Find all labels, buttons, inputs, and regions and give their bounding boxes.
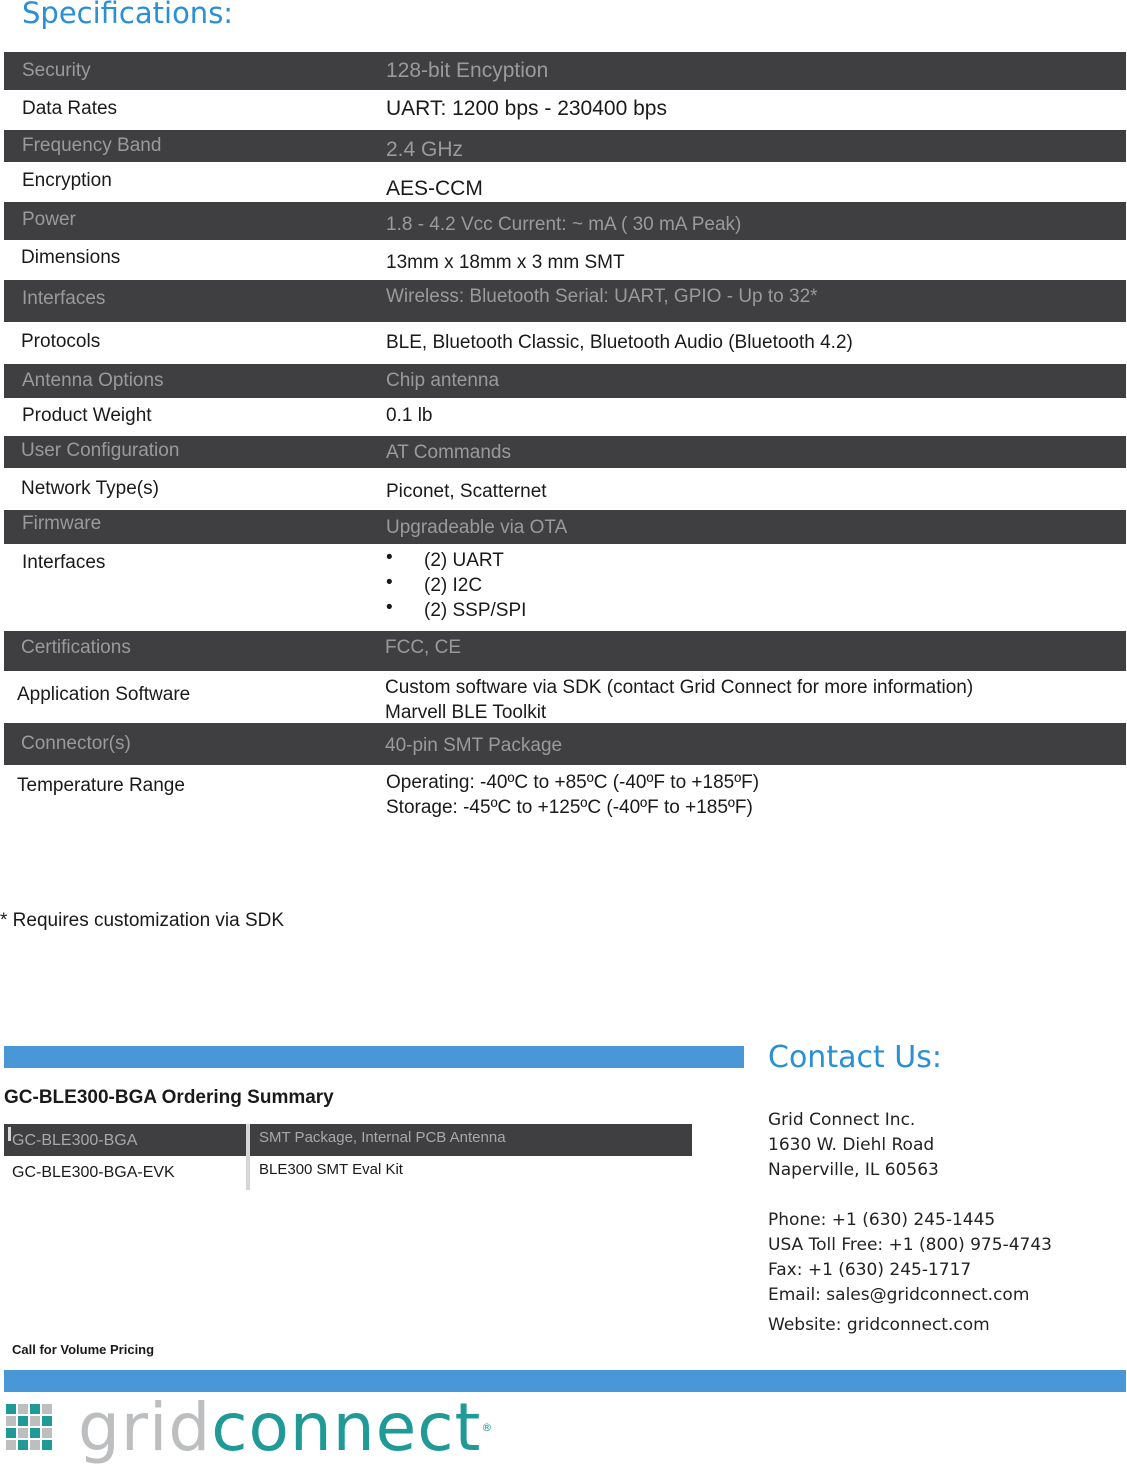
spec-label: Product Weight: [22, 405, 152, 426]
spec-value: 128-bit Encyption: [386, 59, 549, 82]
ordering-header-bar: [4, 1046, 744, 1068]
spec-value: 0.1 lb: [386, 405, 433, 426]
spec-row-network-types: [4, 468, 1126, 510]
spec-value: Piconet, Scatternet: [386, 481, 547, 502]
spec-value: 13mm x 18mm x 3 mm SMT: [386, 252, 625, 273]
spec-row-security: [4, 52, 1126, 90]
spec-label: Temperature Range: [17, 775, 185, 796]
contact-phone: Phone: +1 (630) 245-1445: [768, 1210, 996, 1230]
spec-value-line: Storage: -45ºC to +125ºC (-40ºF to +185ºF): [386, 797, 753, 818]
part-description: BLE300 SMT Eval Kit: [259, 1161, 403, 1178]
part-number: GC-BLE300-BGA-EVK: [12, 1164, 175, 1181]
spec-value: 2.4 GHz: [386, 138, 464, 161]
table-row: [4, 1156, 692, 1188]
spec-label: Application Software: [17, 684, 191, 705]
spec-value: AES-CCM: [386, 177, 483, 200]
spec-value: [385, 675, 973, 725]
spec-label: Power: [22, 209, 76, 230]
spec-row-frequency-band: [4, 130, 1126, 162]
gridconnect-wordmark: [78, 1388, 493, 1468]
contact-website[interactable]: Website: gridconnect.com: [768, 1315, 990, 1335]
part-description: SMT Package, Internal PCB Antenna: [259, 1129, 506, 1146]
spec-row-firmware: [4, 510, 1126, 544]
spec-row-connectors: [4, 723, 1126, 765]
spec-row-application-software: [4, 671, 1126, 723]
spec-value-line: Operating: -40ºC to +85ºC (-40ºF to +185ºF): [386, 772, 760, 793]
spec-value-line: Custom software via SDK (contact Grid Connect for more information): [385, 677, 974, 698]
spec-value: UART: 1200 bps - 230400 bps: [386, 97, 667, 120]
spec-label: Certifications: [21, 637, 131, 658]
spec-row-power: [4, 202, 1126, 240]
spec-label: Network Type(s): [21, 478, 159, 499]
spec-bullet-list: [386, 548, 526, 623]
page-title: Specifications:: [22, 0, 234, 30]
spec-value: Wireless: Bluetooth Serial: UART, GPIO - Up to 32*: [386, 286, 818, 307]
spec-label: User Configuration: [21, 440, 180, 461]
spec-label: Antenna Options: [22, 370, 164, 391]
row-marker: [8, 1127, 11, 1141]
spec-value: 1.8 - 4.2 Vcc Current: ~ mA ( 30 mA Peak): [386, 214, 742, 235]
spec-label: Firmware: [22, 513, 102, 534]
registered-mark: ®: [481, 1421, 494, 1434]
wordmark-grid: grid: [78, 1389, 212, 1466]
spec-value: FCC, CE: [385, 637, 461, 658]
contact-address-line2: Naperville, IL 60563: [768, 1160, 939, 1180]
spec-value: Upgradeable via OTA: [386, 517, 568, 538]
spec-label: Data Rates: [22, 98, 118, 119]
spec-value: [386, 770, 759, 820]
part-number: GC-BLE300-BGA: [12, 1132, 138, 1149]
spec-label: Encryption: [22, 170, 112, 191]
contact-title: Contact Us:: [768, 1040, 942, 1075]
contact-toll-free: USA Toll Free: +1 (800) 975-4743: [768, 1235, 1052, 1255]
gridconnect-logo-icon: [4, 1402, 64, 1462]
spec-label: Interfaces: [22, 288, 106, 309]
spec-row-interfaces-wireless: [4, 280, 1126, 322]
spec-label: Interfaces: [22, 552, 106, 573]
spec-row-dimensions: [4, 240, 1126, 280]
spec-label: Protocols: [21, 331, 101, 352]
spec-row-data-rates: [4, 90, 1126, 130]
column-divider: [246, 1124, 250, 1190]
contact-address-line1: 1630 W. Diehl Road: [768, 1135, 935, 1155]
contact-fax: Fax: +1 (630) 245-1717: [768, 1260, 972, 1280]
spec-label: Connector(s): [21, 733, 131, 754]
footnote: * Requires customization via SDK: [0, 910, 285, 931]
list-item: • (2) I2C: [386, 573, 526, 598]
wordmark-connect: connect: [211, 1389, 482, 1466]
spec-value: BLE, Bluetooth Classic, Bluetooth Audio (Bluetooth 4.2): [386, 332, 853, 353]
spec-label: Security: [22, 60, 91, 81]
spec-value: 40-pin SMT Package: [385, 735, 563, 756]
spec-value-line: Marvell BLE Toolkit: [385, 702, 547, 723]
spec-row-interfaces-list: [4, 544, 1126, 631]
table-row: [4, 1124, 692, 1156]
list-item: • (2) UART: [386, 548, 526, 573]
spec-label: Dimensions: [21, 247, 121, 268]
spec-value: Chip antenna: [386, 370, 500, 391]
ordering-title: GC-BLE300-BGA Ordering Summary: [4, 1087, 334, 1108]
contact-email[interactable]: Email: sales@gridconnect.com: [768, 1285, 1030, 1305]
spec-row-product-weight: [4, 398, 1126, 436]
contact-company: Grid Connect Inc.: [768, 1110, 916, 1130]
spec-value: AT Commands: [386, 442, 511, 463]
spec-row-encryption: [4, 162, 1126, 202]
spec-label: Frequency Band: [22, 135, 162, 156]
spec-row-certifications: [4, 631, 1126, 671]
spec-row-temperature-range: [4, 765, 1126, 827]
spec-row-antenna-options: [4, 364, 1126, 398]
spec-row-user-configuration: [4, 436, 1126, 468]
list-item: • (2) SSP/SPI: [386, 598, 526, 623]
spec-row-protocols: [4, 322, 1126, 364]
volume-pricing-note: Call for Volume Pricing: [12, 1342, 155, 1357]
